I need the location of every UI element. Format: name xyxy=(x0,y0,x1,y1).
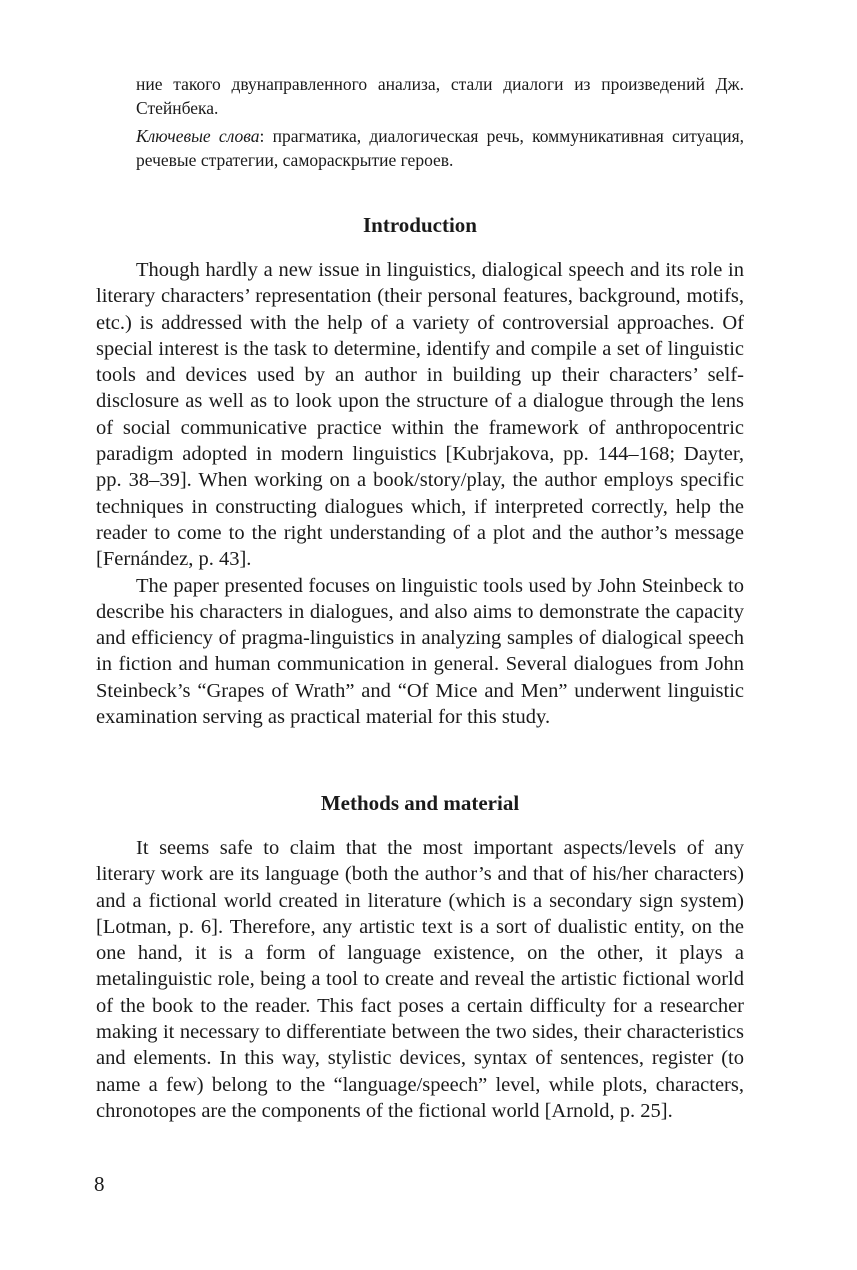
introduction-body xyxy=(96,257,744,730)
keywords-text: : прагматика, диалогическая речь, коммуникативная ситуация, речевые стратегии, самораскрытие героев. xyxy=(136,126,745,170)
keywords-paragraph xyxy=(136,124,744,172)
page-number: 8 xyxy=(94,1172,105,1196)
methods-body xyxy=(96,835,744,1124)
keywords-label: Ключевые слова xyxy=(136,126,260,146)
introduction-paragraph: The paper presented focuses on linguistic tools used by John Steinbeck to describe his characters in dialogues, and also aims to demonstrate the capacity and efficiency of pragma-linguistics in analyzing samples of dialogical speech in fiction and human communication in general. Several dialogues from John Steinbeck’s “Grapes of Wrath” and “Of Mice and Men” underwent linguistic examination serving as practical material for this study. xyxy=(96,574,744,729)
abstract-text: ние такого двунаправленного анализа, стали диалоги из произведений Дж. Стейнбека. xyxy=(136,74,744,118)
introduction-heading: Introduction xyxy=(363,213,477,237)
abstract-continuation xyxy=(136,72,744,172)
introduction-paragraph: Though hardly a new issue in linguistics, dialogical speech and its role in literary characters’ representation (their personal features, background, motifs, etc.) is addressed with the help of a variety of controversial approaches. Of special interest is the task to determine, identify and compile a set of linguistic tools and devices used by an author in building up their characters’ self-disclosure as well as to look upon the structure of a dialogue through the lens of social communicative practice within the framework of anthropocentric paradigm adopted in modern linguistics [Kubrjakova, pp. 144–168; Dayter, pp. 38–39]. When working on a book/story/play, the author employs specific techniques in constructing dialogues which, if interpreted correctly, help the reader to come to the right understanding of a plot and the author’s message [Fernández, p. 43]. xyxy=(96,259,744,571)
methods-paragraph: It seems safe to claim that the most important aspects/levels of any literary work are its language (both the author’s and that of his/her characters) and a fictional world created in literature (which is a secondary sign system) [Lotman, p. 6]. Therefore, any artistic text is a sort of dualistic entity, on the one hand, it is a form of language existence, on the other, it plays a metalinguistic role, being a tool to create and reveal the artistic fictional world of the book to the reader. This fact poses a certain difficulty for a researcher making it necessary to differentiate between the two sides, their characteristics and elements. In this way, stylistic devices, syntax of sentences, register (to name a few) belong to the “language/speech” level, while plots, characters, chronotopes are the components of the fictional world [Arnold, p. 25]. xyxy=(96,837,744,1122)
methods-heading: Methods and material xyxy=(320,791,520,815)
